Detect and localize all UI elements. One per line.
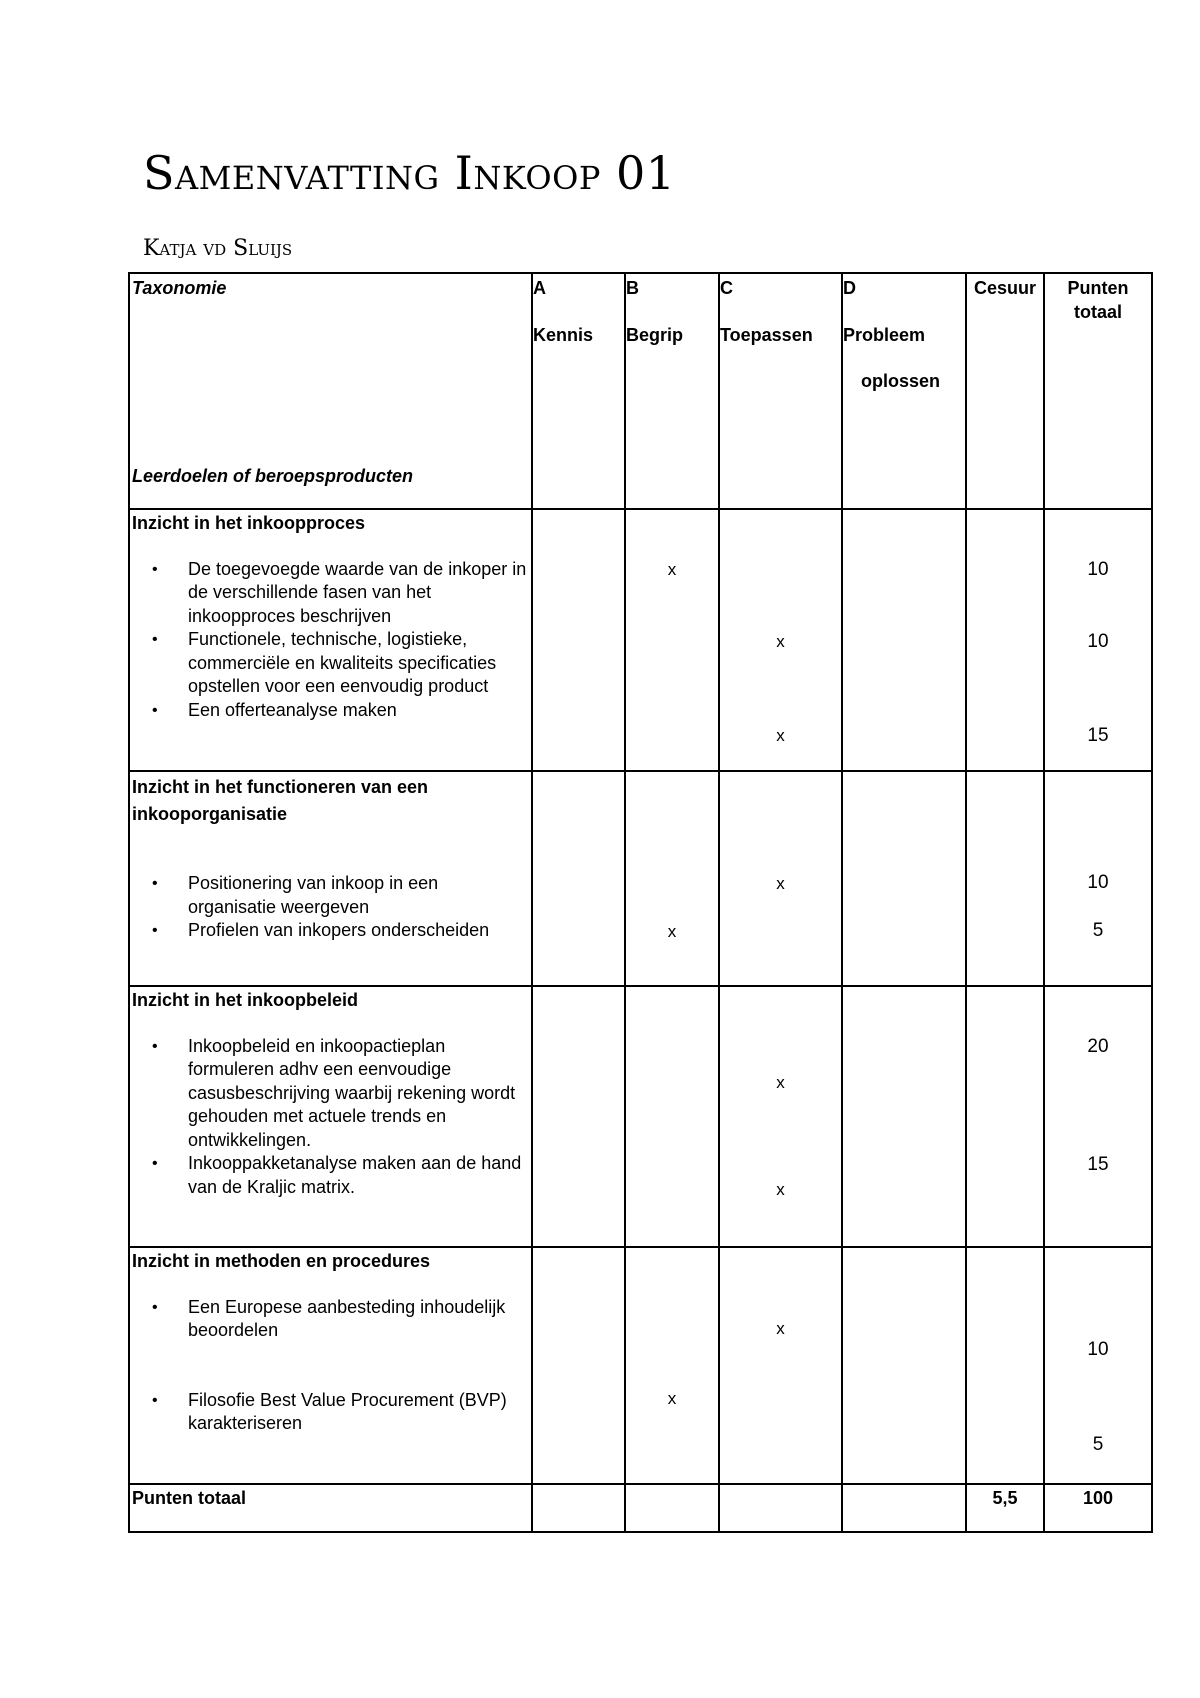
- objective-item: • Inkooppakketanalyse maken aan de hand van de Kraljic matrix.: [188, 1152, 531, 1199]
- column-b-cell: [625, 1247, 719, 1484]
- objectives-list: [130, 1035, 531, 1200]
- totals-row: [129, 1484, 1152, 1532]
- objective-item: • Positionering van inkoop in een organisatie weergeven: [188, 872, 531, 919]
- column-d-cell: [842, 1484, 966, 1532]
- objectives-list: [130, 1296, 531, 1436]
- taxonomy-mark: x: [776, 1073, 785, 1092]
- item-points: 10: [1087, 559, 1109, 580]
- column-c-cell: [719, 986, 842, 1247]
- taxonomy-mark: x: [776, 632, 785, 651]
- section-objectives-cell: [129, 509, 532, 771]
- column-b-cell: [625, 1484, 719, 1532]
- column-a-cell: [532, 509, 625, 771]
- taxonomy-mark: x: [776, 1180, 785, 1199]
- objectives-list: [130, 558, 531, 723]
- points-cell: [1044, 986, 1152, 1247]
- column-a-cell: [532, 1247, 625, 1484]
- section-row: [129, 1247, 1152, 1484]
- objective-item: • Filosofie Best Value Procurement (BVP) karakteriseren: [188, 1389, 531, 1436]
- taxonomy-mark: x: [776, 726, 785, 745]
- objective-item: • Een offerteanalyse maken: [188, 699, 531, 723]
- column-c-header: [719, 273, 842, 509]
- author-name: Katja vd Sluijs: [143, 236, 293, 261]
- column-c-cell: [719, 1484, 842, 1532]
- item-points: 5: [1092, 920, 1104, 941]
- taxonomy-header-cell: [129, 273, 532, 509]
- column-c-cell: [719, 1247, 842, 1484]
- column-c-cell: [719, 771, 842, 986]
- column-a-cell: [532, 986, 625, 1247]
- points-total-value: 100: [1044, 1484, 1152, 1532]
- column-a-cell: [532, 1484, 625, 1532]
- section-objectives-cell: [129, 1247, 532, 1484]
- points-cell: [1044, 1247, 1152, 1484]
- taxonomy-label: Taxonomie: [132, 278, 227, 298]
- section-row: [129, 771, 1152, 986]
- section-title: Inzicht in methoden en procedures: [132, 1251, 431, 1271]
- points-cell: [1044, 771, 1152, 986]
- column-a-label: Kennis: [533, 324, 594, 345]
- column-a-header: [532, 273, 625, 509]
- learning-objectives-table: [128, 272, 1153, 1533]
- column-c-letter: C: [720, 278, 733, 298]
- cesuur-header: Cesuur: [966, 273, 1044, 509]
- cesuur-cell: [966, 1247, 1044, 1484]
- section-row: [129, 986, 1152, 1247]
- taxonomy-mark: x: [667, 1389, 677, 1408]
- item-points: 10: [1087, 1339, 1109, 1360]
- cesuur-cell: [966, 771, 1044, 986]
- section-title: Inzicht in het inkoopbeleid: [132, 990, 359, 1010]
- objective-item: • Inkoopbeleid en inkoopactieplan formuleren adhv een eenvoudige casusbeschrijving waarbij rekening wordt gehouden met actuele trends en ontwikkelingen.: [188, 1035, 531, 1153]
- objectives-list: [130, 872, 531, 943]
- item-points: 20: [1087, 1036, 1109, 1057]
- item-points: 10: [1087, 872, 1109, 893]
- document-title: Samenvatting Inkoop 01: [143, 146, 676, 200]
- objective-item: • De toegevoegde waarde van de inkoper in de verschillende fasen van het inkoopproces beschrijven: [188, 558, 531, 629]
- section-objectives-cell: [129, 771, 532, 986]
- points-cell: [1044, 509, 1152, 771]
- item-points: 5: [1092, 1434, 1104, 1455]
- header-row: [129, 273, 1152, 509]
- cesuur-cell: [966, 509, 1044, 771]
- objectives-subtitle: Leerdoelen of beroepsproducten: [132, 465, 414, 486]
- column-c-cell: [719, 509, 842, 771]
- column-d-letter: D: [843, 278, 856, 298]
- item-points: 15: [1087, 1154, 1109, 1175]
- taxonomy-mark: x: [667, 560, 677, 579]
- cesuur-value: 5,5: [966, 1484, 1044, 1532]
- column-d-cell: [842, 771, 966, 986]
- column-d-cell: [842, 509, 966, 771]
- points-header-line-1: Punten: [1067, 278, 1129, 298]
- section-objectives-cell: [129, 986, 532, 1247]
- column-d-label-2: oplossen: [861, 371, 941, 391]
- column-b-label: Begrip: [626, 324, 684, 345]
- column-d-label-1: Probleem: [843, 324, 926, 345]
- column-c-label: Toepassen: [720, 324, 813, 345]
- section-row: [129, 509, 1152, 771]
- cesuur-cell: [966, 986, 1044, 1247]
- taxonomy-mark: x: [776, 1319, 785, 1338]
- objective-item: • Een Europese aanbesteding inhoudelijk beoordelen: [188, 1296, 531, 1343]
- points-header: [1044, 273, 1152, 509]
- column-b-header: [625, 273, 719, 509]
- column-a-letter: A: [533, 278, 546, 298]
- section-title: Inzicht in het inkoopproces: [132, 513, 366, 533]
- item-points: 15: [1087, 725, 1109, 746]
- column-b-cell: [625, 509, 719, 771]
- column-d-cell: [842, 1247, 966, 1484]
- objective-item: • Profielen van inkopers onderscheiden: [188, 919, 531, 943]
- section-title: Inzicht in het functioneren van een inkooporganisatie: [132, 777, 429, 824]
- taxonomy-mark: x: [776, 874, 785, 893]
- totals-label: Punten totaal: [129, 1484, 532, 1532]
- taxonomy-mark: x: [667, 922, 677, 941]
- column-b-cell: [625, 986, 719, 1247]
- objective-item: • Functionele, technische, logistieke, commerciële en kwaliteits specificaties opstellen voor een eenvoudig product: [188, 628, 531, 699]
- column-d-cell: [842, 986, 966, 1247]
- column-b-cell: [625, 771, 719, 986]
- column-a-cell: [532, 771, 625, 986]
- item-points: 10: [1087, 631, 1109, 652]
- column-d-header: [842, 273, 966, 509]
- points-header-line-2: totaal: [1073, 301, 1122, 322]
- column-b-letter: B: [626, 278, 639, 298]
